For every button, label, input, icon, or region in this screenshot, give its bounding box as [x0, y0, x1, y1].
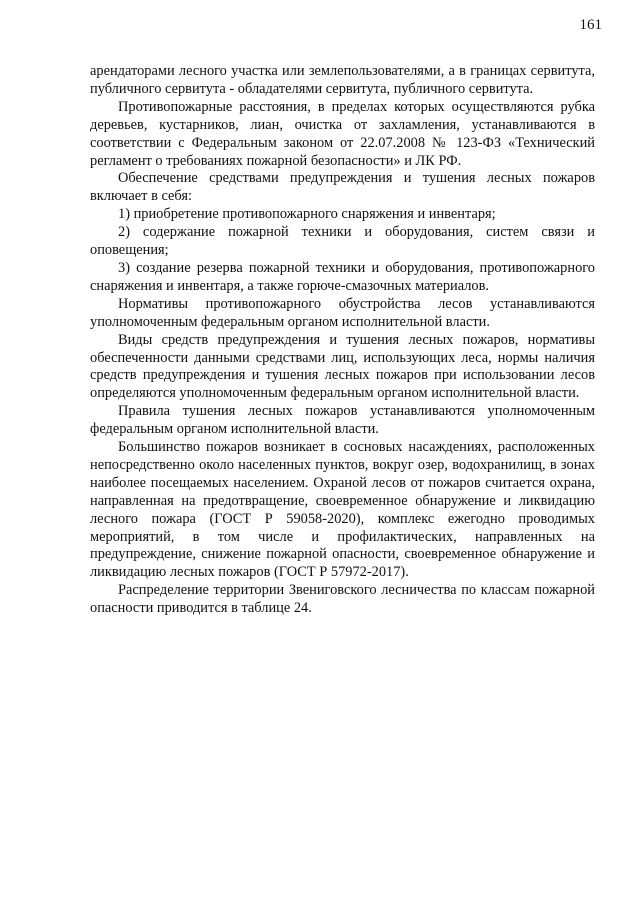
paragraph-fire-distances: Противопожарные расстояния, в пределах которых осуществляются рубка деревьев, кустарников, лиан, очистка от захламления, устанавливаются в соответствии с Федеральным законом от 22.07.2008 № 123-ФЗ «Технический регламент о требованиях пожарной безопасности» и ЛК РФ. [90, 98, 595, 169]
paragraph-norms: Нормативы противопожарного обустройства лесов устанавливаются уполномоченным федеральным органом исполнительной власти. [90, 295, 595, 330]
paragraph-means-types: Виды средств предупреждения и тушения лесных пожаров, нормативы обеспеченности данными средствами лиц, использующих леса, нормы наличия средств предупреждения и тушения лесных пожаров при использовании лесов определяются уполномоченным федеральным органом исполнительной власти. [90, 331, 595, 402]
list-item-1: 1) приобретение противопожарного снаряжения и инвентаря; [118, 206, 496, 223]
page-number: 161 [579, 17, 602, 33]
paragraph-continuation: арендаторами лесного участка или землепользователями, а в границах сервитута, публичного сервитута - обладателями сервитута, публичного сервитута. [90, 63, 595, 97]
paragraph-distribution: Распределение территории Звениговского лесничества по классам пожарной опасности приводится в таблице 24. [90, 582, 595, 617]
document-body [90, 63, 595, 618]
list-item-2: 2) содержание пожарной техники и оборудования, систем связи и оповещения; [90, 224, 595, 259]
paragraph-fire-means-intro: Обеспечение средствами предупреждения и тушения лесных пожаров включает в себя: [90, 170, 595, 205]
paragraph-fire-origin: Большинство пожаров возникает в сосновых насаждениях, расположенных непосредственно около населенных пунктов, вокруг озер, водохранилищ, в зонах наиболее посещаемых населением. Охраной лесов от пожаров считается охрана, направленная на предотвращение, своевременное обнаружение и ликвидацию лесного пожара (ГОСТ Р 59058-2020), комплекс ежегодно проводимых мероприятий, в том числе и профилактических, направленных на предупреждение, снижение пожарной опасности, своевременное обнаружение и ликвидацию лесных пожаров (ГОСТ Р 57972-2017). [90, 439, 595, 581]
list-item-3: 3) создание резерва пожарной техники и оборудования, противопожарного снаряжения и инвентаря, а также горюче-смазочных материалов. [90, 259, 595, 294]
paragraph-rules: Правила тушения лесных пожаров устанавливаются уполномоченным федеральным органом исполнительной власти. [90, 403, 595, 438]
